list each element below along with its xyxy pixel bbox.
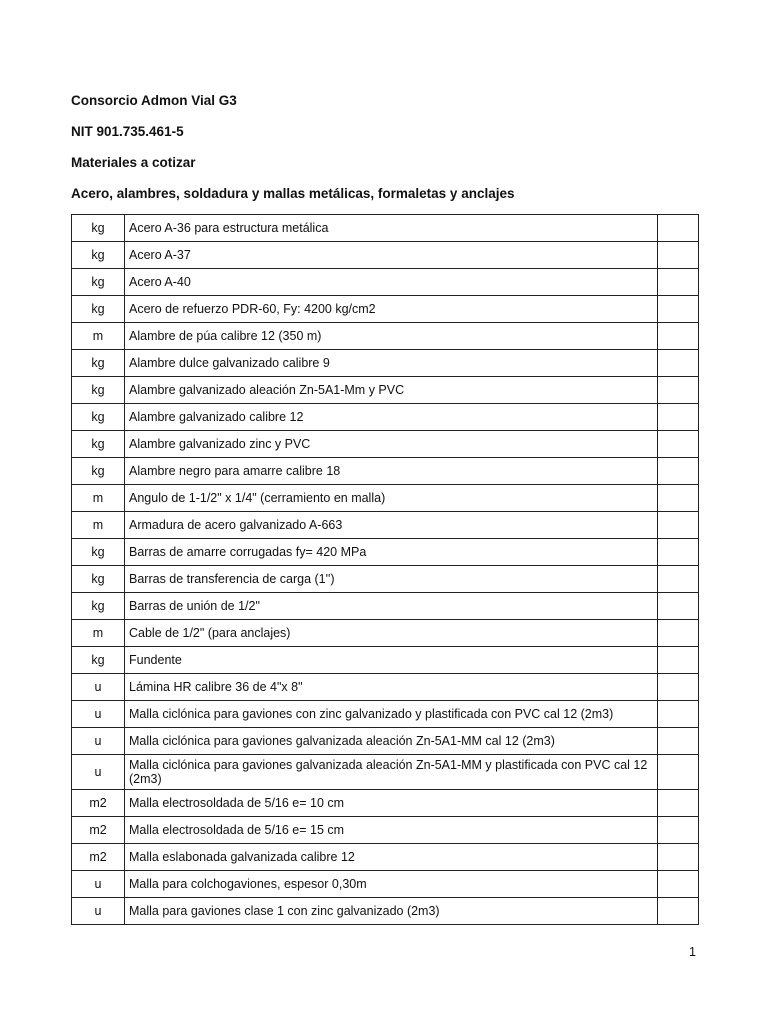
quantity-cell[interactable] xyxy=(658,701,699,728)
table-row xyxy=(72,431,699,458)
table-row xyxy=(72,871,699,898)
table-row xyxy=(72,242,699,269)
unit-cell: kg xyxy=(72,539,125,566)
description-cell: Malla para colchogaviones, espesor 0,30m xyxy=(125,871,658,898)
description-cell: Malla eslabonada galvanizada calibre 12 xyxy=(125,844,658,871)
unit-cell: m xyxy=(72,512,125,539)
quantity-cell[interactable] xyxy=(658,755,699,790)
unit-cell: m xyxy=(72,485,125,512)
unit-cell: m xyxy=(72,620,125,647)
unit-cell: m2 xyxy=(72,817,125,844)
table-row xyxy=(72,755,699,790)
description-cell: Angulo de 1-1/2" x 1/4" (cerramiento en malla) xyxy=(125,485,658,512)
description-cell: Barras de unión de 1/2" xyxy=(125,593,658,620)
unit-cell: u xyxy=(72,728,125,755)
quantity-cell[interactable] xyxy=(658,269,699,296)
description-cell: Barras de amarre corrugadas fy= 420 MPa xyxy=(125,539,658,566)
quantity-cell[interactable] xyxy=(658,871,699,898)
quantity-cell[interactable] xyxy=(658,593,699,620)
description-cell: Alambre galvanizado calibre 12 xyxy=(125,404,658,431)
quantity-cell[interactable] xyxy=(658,728,699,755)
materials-table-body xyxy=(72,215,699,925)
quantity-cell[interactable] xyxy=(658,458,699,485)
table-row xyxy=(72,620,699,647)
table-row xyxy=(72,593,699,620)
quantity-cell[interactable] xyxy=(658,296,699,323)
description-cell: Lámina HR calibre 36 de 4"x 8" xyxy=(125,674,658,701)
table-row xyxy=(72,674,699,701)
table-row xyxy=(72,269,699,296)
quantity-cell[interactable] xyxy=(658,485,699,512)
quantity-cell[interactable] xyxy=(658,404,699,431)
company-name: Consorcio Admon Vial G3 xyxy=(71,93,237,108)
quantity-cell[interactable] xyxy=(658,566,699,593)
unit-cell: kg xyxy=(72,350,125,377)
section-title: Acero, alambres, soldadura y mallas metálicas, formaletas y anclajes xyxy=(71,186,515,201)
table-row xyxy=(72,566,699,593)
description-cell: Alambre de púa calibre 12 (350 m) xyxy=(125,323,658,350)
unit-cell: kg xyxy=(72,458,125,485)
unit-cell: kg xyxy=(72,647,125,674)
description-cell: Acero A-36 para estructura metálica xyxy=(125,215,658,242)
description-cell: Fundente xyxy=(125,647,658,674)
unit-cell: kg xyxy=(72,215,125,242)
description-cell: Alambre negro para amarre calibre 18 xyxy=(125,458,658,485)
table-row xyxy=(72,647,699,674)
unit-cell: u xyxy=(72,755,125,790)
unit-cell: kg xyxy=(72,296,125,323)
table-row xyxy=(72,350,699,377)
unit-cell: kg xyxy=(72,269,125,296)
unit-cell: m2 xyxy=(72,790,125,817)
quantity-cell[interactable] xyxy=(658,431,699,458)
table-row xyxy=(72,404,699,431)
unit-cell: kg xyxy=(72,404,125,431)
description-cell: Alambre galvanizado aleación Zn-5A1-Mm y PVC xyxy=(125,377,658,404)
description-cell: Malla ciclónica para gaviones galvanizada aleación Zn-5A1-MM y plastificada con PVC cal 12 (2m3) xyxy=(125,755,658,790)
table-row xyxy=(72,296,699,323)
quantity-cell[interactable] xyxy=(658,817,699,844)
description-cell: Malla electrosoldada de 5/16 e= 15 cm xyxy=(125,817,658,844)
materials-table xyxy=(71,214,699,925)
unit-cell: u xyxy=(72,701,125,728)
quantity-cell[interactable] xyxy=(658,647,699,674)
unit-cell: kg xyxy=(72,566,125,593)
table-row xyxy=(72,458,699,485)
unit-cell: u xyxy=(72,871,125,898)
table-row xyxy=(72,898,699,925)
description-cell: Acero de refuerzo PDR-60, Fy: 4200 kg/cm2 xyxy=(125,296,658,323)
page-number: 1 xyxy=(689,945,696,959)
quantity-cell[interactable] xyxy=(658,242,699,269)
table-row xyxy=(72,377,699,404)
quantity-cell[interactable] xyxy=(658,512,699,539)
quantity-cell[interactable] xyxy=(658,620,699,647)
description-cell: Alambre dulce galvanizado calibre 9 xyxy=(125,350,658,377)
table-row xyxy=(72,215,699,242)
table-row xyxy=(72,485,699,512)
unit-cell: u xyxy=(72,898,125,925)
table-row xyxy=(72,844,699,871)
quantity-cell[interactable] xyxy=(658,323,699,350)
unit-cell: kg xyxy=(72,242,125,269)
table-row xyxy=(72,539,699,566)
quantity-cell[interactable] xyxy=(658,844,699,871)
unit-cell: kg xyxy=(72,377,125,404)
description-cell: Malla ciclónica para gaviones con zinc galvanizado y plastificada con PVC cal 12 (2m3) xyxy=(125,701,658,728)
description-cell: Armadura de acero galvanizado A-663 xyxy=(125,512,658,539)
unit-cell: kg xyxy=(72,593,125,620)
quantity-cell[interactable] xyxy=(658,898,699,925)
quantity-cell[interactable] xyxy=(658,350,699,377)
description-cell: Malla para gaviones clase 1 con zinc galvanizado (2m3) xyxy=(125,898,658,925)
description-cell: Malla electrosoldada de 5/16 e= 10 cm xyxy=(125,790,658,817)
quantity-cell[interactable] xyxy=(658,377,699,404)
table-row xyxy=(72,817,699,844)
description-cell: Acero A-37 xyxy=(125,242,658,269)
quantity-cell[interactable] xyxy=(658,674,699,701)
description-cell: Barras de transferencia de carga (1'') xyxy=(125,566,658,593)
table-row xyxy=(72,323,699,350)
table-row xyxy=(72,790,699,817)
table-row xyxy=(72,701,699,728)
quantity-cell[interactable] xyxy=(658,539,699,566)
table-row xyxy=(72,512,699,539)
unit-cell: m xyxy=(72,323,125,350)
unit-cell: kg xyxy=(72,431,125,458)
company-nit: NIT 901.735.461-5 xyxy=(71,124,184,139)
table-row xyxy=(72,728,699,755)
quantity-cell[interactable] xyxy=(658,790,699,817)
description-cell: Acero A-40 xyxy=(125,269,658,296)
description-cell: Cable de 1/2" (para anclajes) xyxy=(125,620,658,647)
unit-cell: m2 xyxy=(72,844,125,871)
quantity-cell[interactable] xyxy=(658,215,699,242)
unit-cell: u xyxy=(72,674,125,701)
document-subtitle: Materiales a cotizar xyxy=(71,155,196,170)
description-cell: Malla ciclónica para gaviones galvanizada aleación Zn-5A1-MM cal 12 (2m3) xyxy=(125,728,658,755)
description-cell: Alambre galvanizado zinc y PVC xyxy=(125,431,658,458)
